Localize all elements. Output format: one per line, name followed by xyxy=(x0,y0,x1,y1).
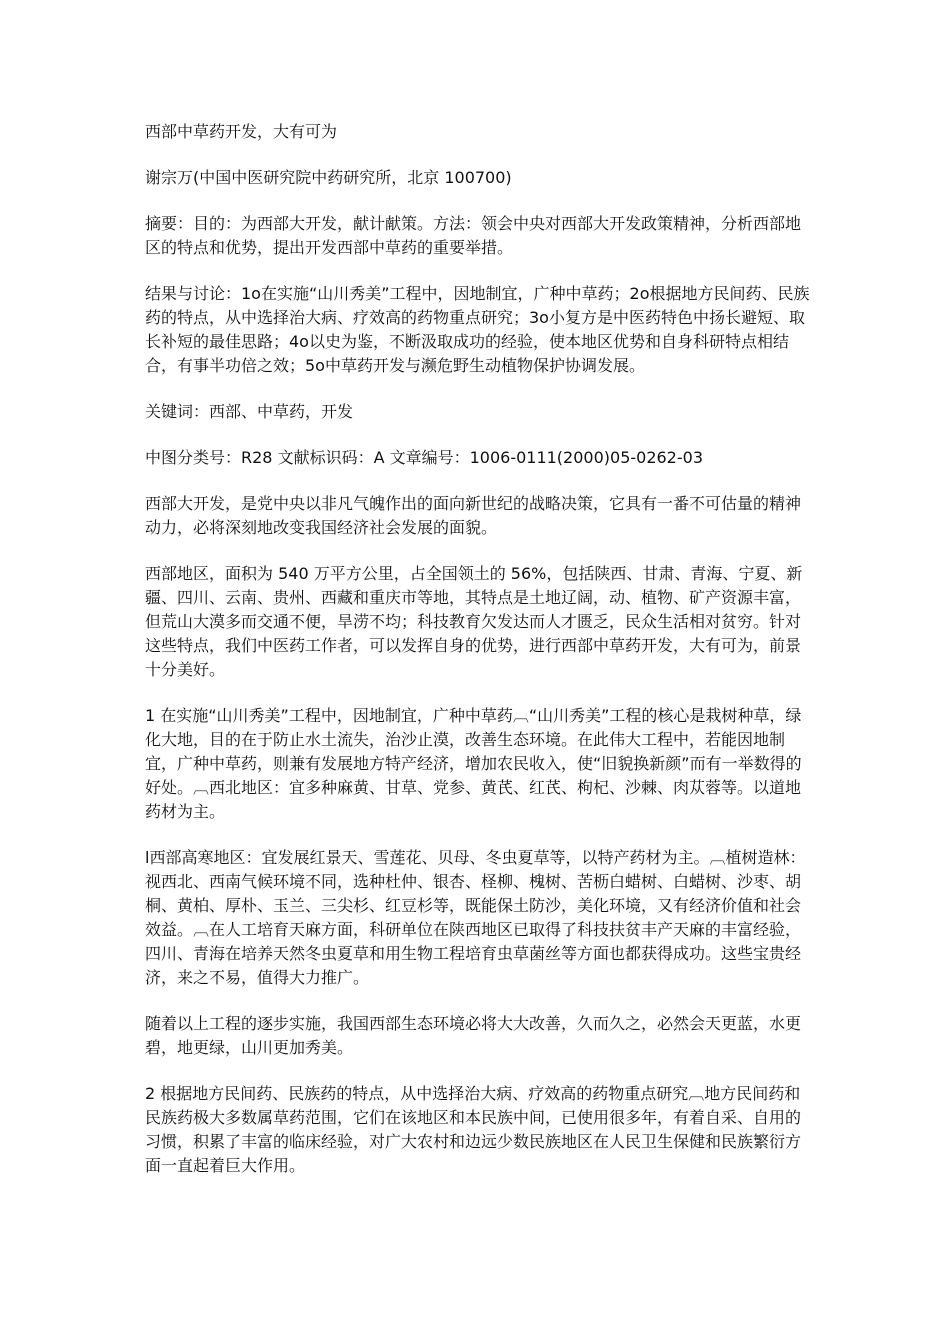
article-title: 西部中草药开发，大有可为 xyxy=(145,122,338,141)
results-paragraph: 结果与讨论：1o在实施“山川秀美”工程中，因地制宜，广种中草药；2o根据地方民间药、民族药的特点，从中选择治大病、疗效高的药物重点研究；3o小复方是中医药特色中扬长避短、取长补短的最佳思路；4o以史为鉴，不断汲取成功的经验，使本地区优势和自身科研特点相结合，有事半功倍之效；5o中草药开发与濒危野生动植物保护协调发展。 xyxy=(145,284,810,375)
keywords-line: 关键词：西部、中草药，开发 xyxy=(145,402,354,421)
author-affiliation: 谢宗万(中国中医研究院中药研究所，北京 100700) xyxy=(145,168,512,187)
body-paragraph-section-2: 2 根据地方民间药、民族药的特点，从中选择治大病、疗效高的药物重点研究︹地方民间药和民族药极大多数属草药范围，它们在该地区和本民族中间，已使用很多年，有着自采、自用的习惯，积累了丰富的临床经验，对广大农村和边远少数民族地区在人民卫生保健和民族繁衍方面一直起着巨大作用。 xyxy=(145,1084,802,1175)
body-paragraph-intro: 西部大开发，是党中央以非凡气魄作出的面向新世纪的战略决策，它具有一番不可估量的精神动力，必将深刻地改变我国经济社会发展的面貌。 xyxy=(145,494,802,537)
body-paragraph-highland: ⅼ西部高寒地区：宜发展红景天、雪莲花、贝母、冬虫夏草等，以特产药材为主。︹植树造林：视西北、西南气候环境不同，选种杜仲、银杏、柽柳、槐树、苦枥白蜡树、白蜡树、沙枣、胡桐、黄柏、厚朴、玉兰、三尖杉、红豆杉等，既能保土防沙，美化环境，又有经济价值和社会效益。︹在人工培育天麻方面，科研单位在陕西地区已取得了科技扶贫丰产天麻的丰富经验，四川、青海在培养天然冬虫夏草和用生物工程培育虫草菌丝等方面也都获得成功。这些宝贵经济，来之不易，值得大力推广。 xyxy=(145,848,806,987)
classification-line: 中图分类号：R28 文献标识码：A 文章编号：1006-0111(2000)05-0262-03 xyxy=(145,448,703,467)
abstract-paragraph: 摘要：目的：为西部大开发，献计献策。方法：领会中央对西部大开发政策精神，分析西部地区的特点和优势，提出开发西部中草药的重要举措。 xyxy=(145,214,802,257)
body-paragraph-ecology: 随着以上工程的逐步实施，我国西部生态环境必将大大改善，久而久之，必然会天更蓝，水更碧，地更绿，山川更加秀美。 xyxy=(145,1014,802,1057)
body-paragraph-section-1: 1 在实施“山川秀美”工程中，因地制宜，广种中草药︹“山川秀美”工程的核心是栽树种草，绿化大地，目的在于防止水土流失，治沙止漠，改善生态环境。在此伟大工程中，若能因地制宜，广种中草药，则兼有发展地方特产经济，增加农民收入，使“旧貌换新颜”而有一举数得的好处。︹西北地区：宜多种麻黄、甘草、党参、黄芪、红芪、枸杞、沙棘、肉苁蓉等。以道地药材为主。 xyxy=(145,706,802,821)
document-body xyxy=(145,120,810,1200)
body-paragraph-region: 西部地区，面积为 540 万平方公里，占全国领土的 56%，包括陕西、甘肃、青海、宁夏、新疆、四川、云南、贵州、西藏和重庆市等地，其特点是土地辽阔，动、植物、矿产资源丰富，但荒山大漠多而交通不便，旱涝不均；科技教育欠发达而人才匮乏，民众生活相对贫穷。针对这些特点，我们中医药工作者，可以发挥自身的优势，进行西部中草药开发，大有可为，前景十分美好。 xyxy=(145,564,803,679)
